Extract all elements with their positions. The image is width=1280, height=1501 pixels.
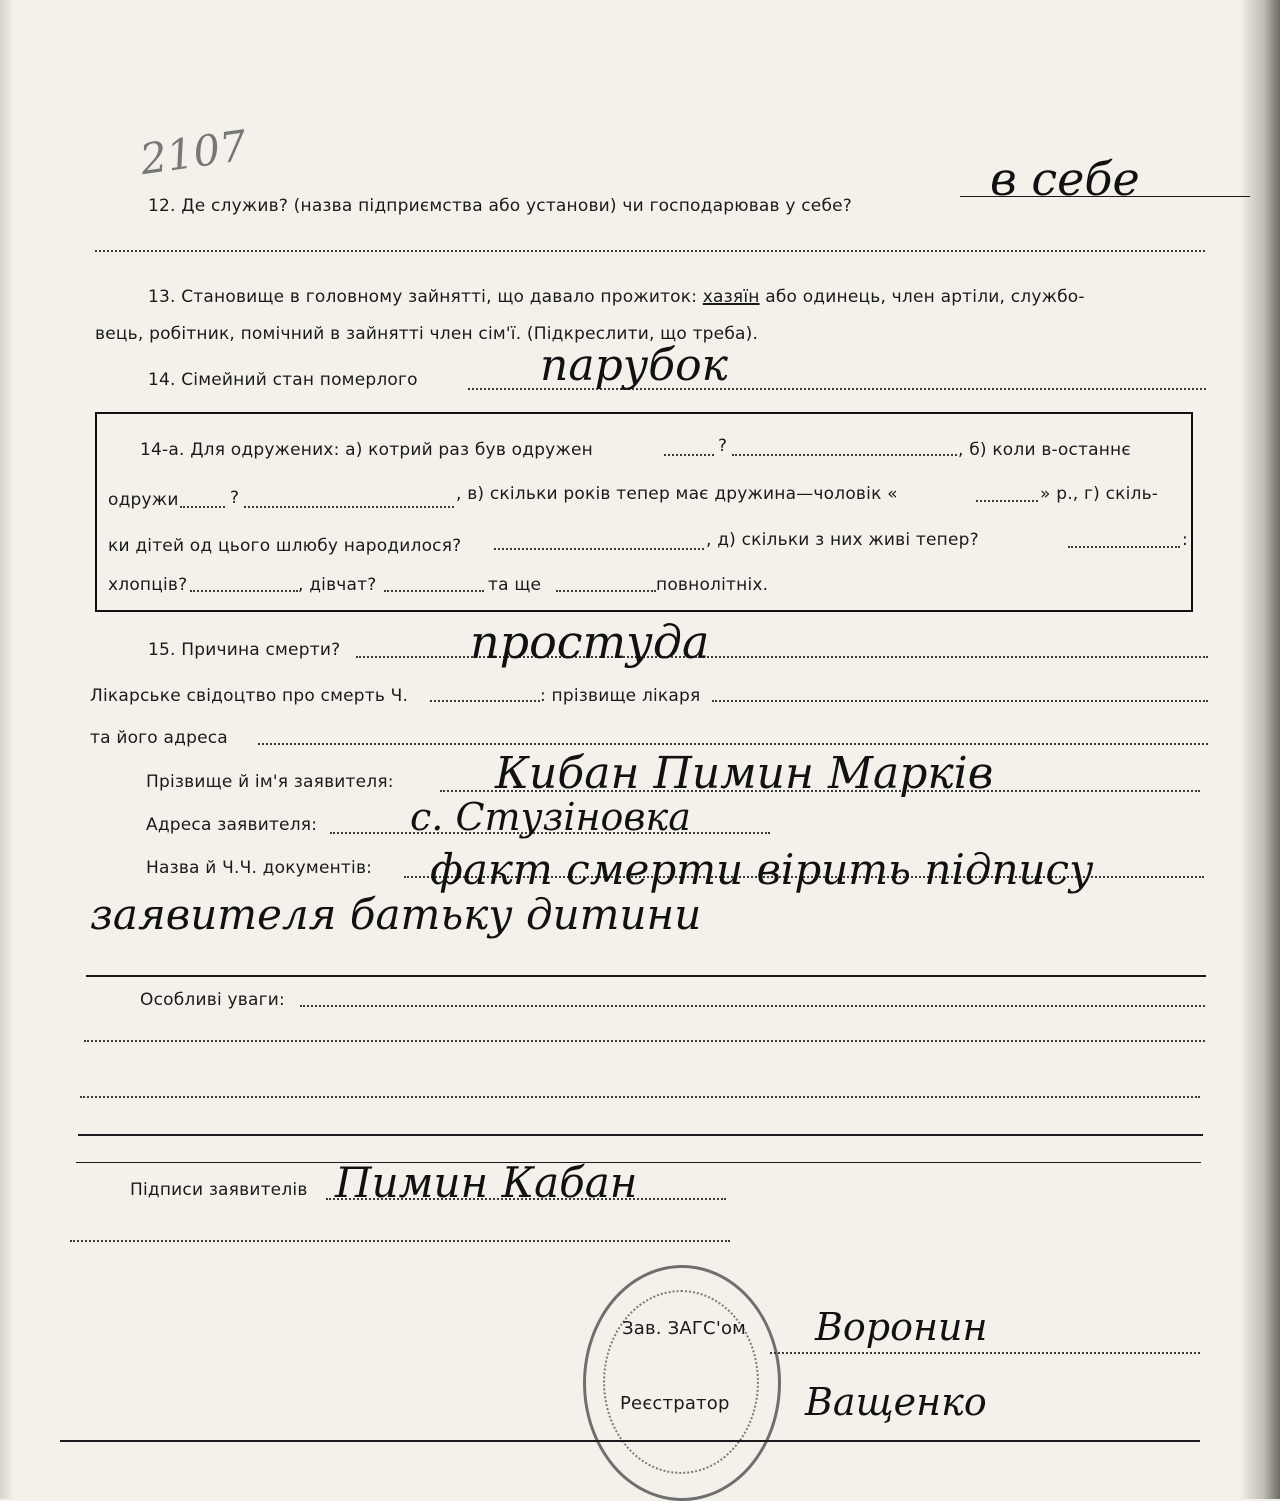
q14-label: 14. Сімейний стан померлого: [148, 370, 418, 390]
applicant-signature-label: Підписи заявителів: [130, 1180, 308, 1200]
applicant-name-label: Прізвище й ім'я заявителя:: [146, 772, 394, 792]
q14a-line3-a: ки дітей од цього шлюбу народилося?: [108, 536, 462, 556]
applicant-signature: Пимин Кабан: [335, 1158, 638, 1207]
q14a-line2-d: » р., г) скіль-: [1040, 484, 1159, 504]
q14a-line4-c: та ще: [488, 575, 542, 595]
q13-line2: вець, робітник, помічний в зайнятті член сім'ї. (Підкреслити, що треба).: [95, 324, 759, 344]
applicant-address-label: Адреса заявителя:: [146, 815, 318, 835]
notes-dots-2: [84, 1040, 1205, 1042]
applicant-docs-rule: [86, 975, 1206, 977]
bottom-rule: [60, 1440, 1200, 1442]
doctor-address-dots: [258, 743, 1208, 745]
q14a-line3-c: :: [1182, 530, 1188, 550]
q14a-line4-dots-2: [384, 590, 484, 592]
q14a-line1-dots-1: [664, 454, 714, 456]
q12-label: 12. Де служив? (назва підприємства або установи) чи господарював у себе?: [148, 196, 853, 216]
q14a-line1-c: , б) коли в-останнє: [958, 440, 1131, 460]
q14a-line3-dots-2: [1068, 546, 1180, 548]
applicant-address-value: с. Стузіновка: [410, 795, 691, 839]
q14a-line2-b: ?: [230, 488, 240, 508]
registrar-label: Реєстратор: [620, 1393, 730, 1414]
zags-label: Зав. ЗАГС'ом: [622, 1318, 746, 1339]
q13-underlined-option: хазяїн: [702, 287, 760, 307]
q14a-line2-dots-1: [180, 506, 225, 508]
notes-dots-1: [300, 1005, 1205, 1007]
q14-answer: парубок: [540, 340, 728, 391]
archive-number: 2107: [137, 120, 250, 185]
q15-label: 15. Причина смерти?: [148, 640, 341, 660]
doctor-number-dots: [430, 700, 540, 702]
q14a-line4-dots-1: [190, 590, 298, 592]
q14a-line2-dots-2: [244, 506, 454, 508]
q15-answer: простуда: [470, 615, 710, 669]
notes-label: Особливі уваги:: [140, 990, 285, 1010]
signature-dots-2: [70, 1240, 730, 1242]
applicant-docs-value-2: заявителя батьку дитини: [90, 890, 702, 939]
doctor-address-label: та його адреса: [90, 728, 228, 748]
zags-signature-dots: [770, 1352, 1200, 1354]
q14a-line1-a: 14-а. Для одружених: а) котрий раз був одружен: [140, 440, 593, 460]
doctor-name-label: : прізвище лікаря: [540, 686, 701, 706]
notes-rule-2: [76, 1162, 1201, 1163]
applicant-docs-label: Назва й Ч.Ч. документів:: [146, 858, 373, 878]
q12-answer-line: [960, 196, 1250, 197]
registrar-signature: Ващенко: [805, 1380, 987, 1424]
q14a-line2-a: одружи: [108, 490, 179, 510]
page-left-edge: [0, 0, 14, 1499]
q14a-line4-b: , дівчат?: [298, 575, 377, 595]
q14a-line2-c: , в) скільки років тепер має дружина—чоловік «: [456, 484, 898, 504]
q12-answer: в себе: [990, 152, 1140, 206]
page-right-edge: [1240, 0, 1280, 1499]
applicant-name-value: Кибан Пимин Марків: [495, 748, 994, 799]
q14a-line1-dots-2: [732, 454, 957, 456]
q13-suffix: або одинець, член артіли, службо-: [765, 287, 1085, 307]
notes-dots-3: [80, 1096, 1200, 1098]
q13-prefix: 13. Становище в головному зайнятті, що давало прожиток:: [148, 287, 698, 307]
notes-rule-1: [78, 1134, 1203, 1136]
q14a-line2-dots-3: [976, 500, 1038, 502]
applicant-docs-value-1: факт смерти вірить підпису: [430, 845, 1094, 894]
q12-dotted-line: [95, 250, 1205, 252]
q14a-line4-d: повнолітніх.: [656, 575, 769, 595]
q14a-line4-a: хлопців?: [108, 575, 188, 595]
zags-signature: Воронин: [815, 1305, 988, 1349]
q14a-line3-dots-1: [494, 548, 704, 550]
q13-line1: [148, 287, 1085, 307]
q14a-line3-b: , д) скільки з них живі тепер?: [706, 530, 979, 550]
doctor-name-dots: [712, 700, 1208, 702]
doctor-label: Лікарське свідоцтво про смерть Ч.: [90, 686, 409, 706]
q14a-line1-b: ?: [718, 436, 728, 456]
q14a-line4-dots-3: [556, 590, 656, 592]
